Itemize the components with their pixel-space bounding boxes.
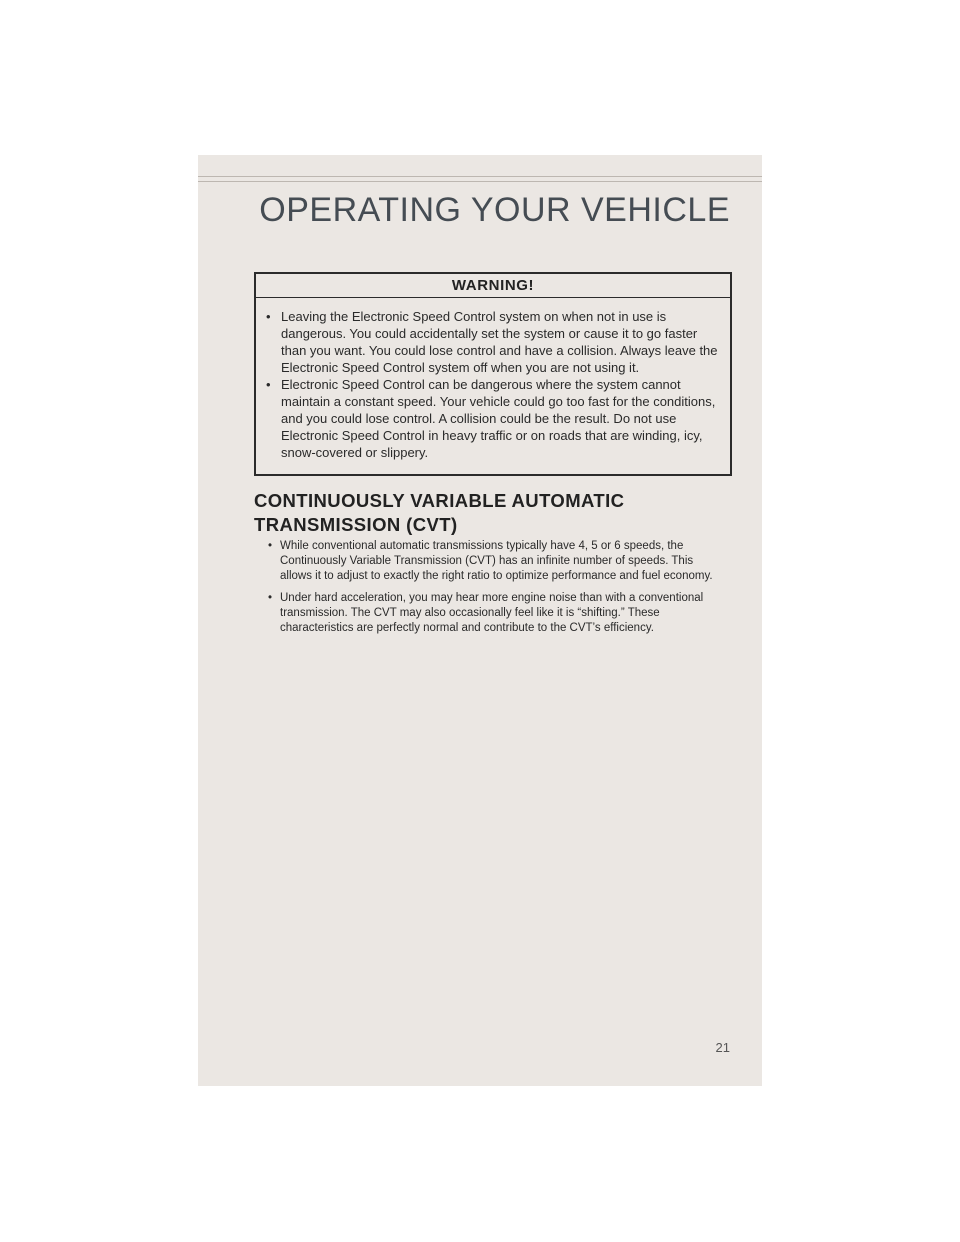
warning-box (254, 272, 732, 476)
section-title: OPERATING YOUR VEHICLE (259, 191, 730, 229)
cvt-list (268, 539, 728, 643)
warning-title: WARNING! (256, 274, 730, 298)
bullet: • (268, 540, 273, 552)
header-rule-top (198, 176, 762, 177)
cvt-item (268, 539, 728, 584)
cvt-item (268, 591, 728, 636)
warning-item-text: Electronic Speed Control can be dangerous where the system cannot maintain a constant speed. Your vehicle could go too fast for the conditions, and you could lose control. A collision could be the result. Do not use Electronic Speed Control in heavy traffic or on roads that are winding, icy, snow-covered or slippery. (281, 377, 716, 460)
header-rule-bottom (198, 181, 762, 182)
cvt-item-text: Under hard acceleration, you may hear more engine noise than with a conventional transmission. The CVT may also occasionally feel like it is “shifting.” These characteristics are perfectly normal and contribute to the CVT’s efficiency. (280, 592, 704, 634)
cvt-heading-line1: CONTINUOUSLY VARIABLE AUTOMATIC (254, 490, 625, 511)
cvt-heading (254, 489, 734, 537)
bullet: • (266, 377, 271, 392)
cvt-item-text: While conventional automatic transmissions typically have 4, 5 or 6 speeds, the Continuously Variable Transmission (CVT) has an infinite number of speeds. This allows it to adjust to exactly the right ratio to optimize performance and fuel economy. (280, 540, 713, 582)
cvt-heading-line2: TRANSMISSION (CVT) (254, 514, 458, 535)
warning-list (256, 298, 730, 461)
warning-item (264, 376, 724, 461)
page-number: 21 (715, 1040, 730, 1055)
bullet: • (266, 309, 271, 324)
warning-item (264, 308, 724, 376)
bullet: • (268, 592, 273, 604)
warning-item-text: Leaving the Electronic Speed Control system on when not in use is dangerous. You could accidentally set the system or cause it to go faster than you want. You could lose control and have a collision. Always leave the Electronic Speed Control system off when you are not using it. (281, 309, 718, 375)
manual-page (198, 155, 762, 1086)
